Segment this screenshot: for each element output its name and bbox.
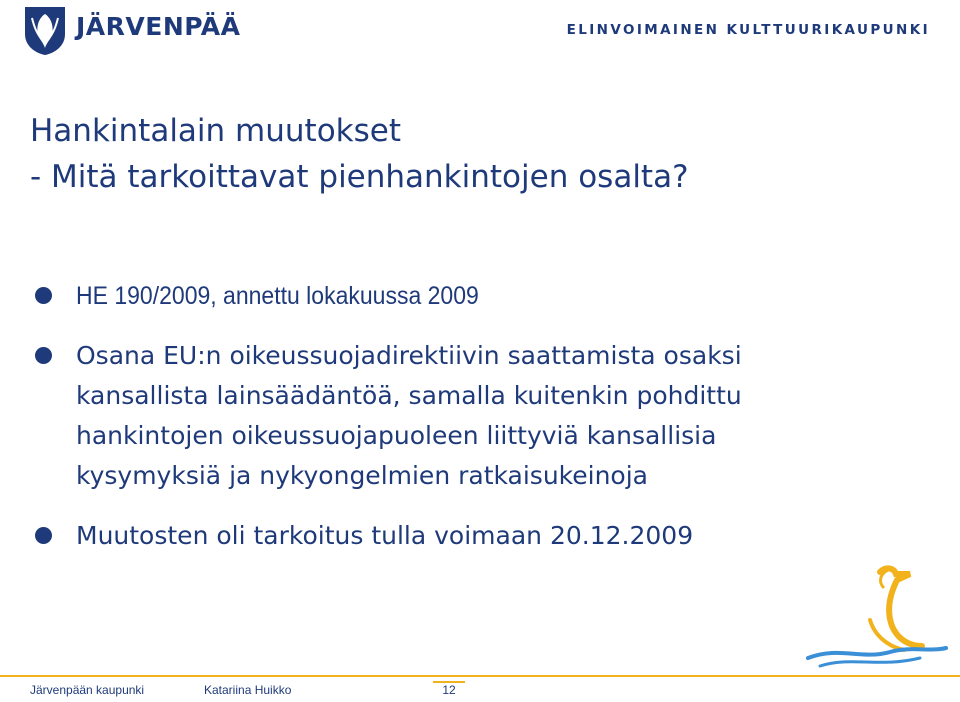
footer-divider <box>0 675 960 677</box>
title-line-1: Hankintalain muutokset <box>30 113 401 149</box>
header <box>0 0 960 62</box>
page-number: 12 <box>433 681 465 697</box>
title-line-2: - Mitä tarkoittavat pienhankintojen osalta? <box>30 159 689 195</box>
bullet-text: HE 190/2009, annettu lokakuussa 2009 <box>76 282 479 310</box>
bullet-dot-icon <box>35 347 52 364</box>
bullet-dot-icon <box>35 527 52 544</box>
slide-title <box>30 108 930 200</box>
bullet-text: Osana EU:n oikeussuojadirektiivin saattamista osaksi kansallista lainsäädäntöä, samalla kuitenkin pohdittu hankintojen oikeussuojapuoleen liittyviä kansallisia kysymyksiä ja nykyongelmien ratkaisukeinoja <box>76 341 742 490</box>
city-crest-icon <box>22 4 68 56</box>
bullet-text: Muutosten oli tarkoitus tulla voimaan 20.12.2009 <box>76 521 694 550</box>
footer-author: Katariina Huikko <box>204 683 292 697</box>
logo-name: JÄRVENPÄÄ <box>76 12 241 41</box>
bullet-dot-icon <box>35 287 52 304</box>
footer-organization: Järvenpään kaupunki <box>30 683 145 697</box>
swan-logo-icon <box>800 560 950 670</box>
slogan: ELINVOIMAINEN KULTTUURIKAUPUNKI <box>566 22 930 38</box>
